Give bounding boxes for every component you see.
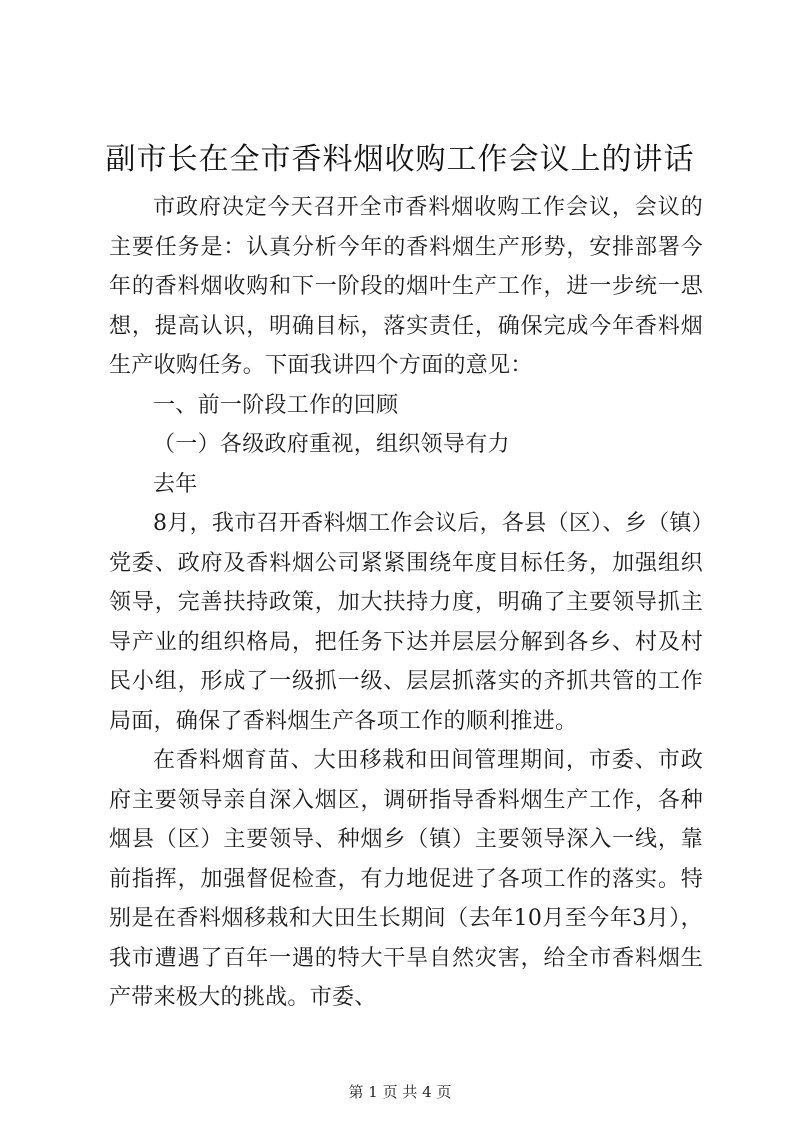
section-heading: 一、前一阶段工作的回顾 — [153, 392, 399, 418]
subsection-heading: （一）各级政府重视，组织领导有力 — [153, 432, 510, 457]
document-body — [109, 188, 703, 1018]
document-title: 副市长在全市香料烟收购工作会议上的讲话 — [105, 142, 695, 177]
body-paragraph: 在香料烟育苗、大田移栽和田间管理期间，市委、市政府主要领导亲自深入烟区，调研指导香料烟生产工作，各种烟县（区）主要领导、种烟乡（镇）主要领导深入一线，靠前指挥，加强督促检查，有力地促进了各项工作的落实。特别是在香料烟移栽和大田生长期间（去年10月至今年3月），我市遭遇了百年一遇的特大干旱自然灾害，给全市香料烟生产带来极大的挑战。市委、 — [109, 748, 703, 1010]
page-number-footer: 第 1 页 共 4 页 — [348, 1083, 452, 1101]
body-paragraph: 8月，我市召开香料烟工作会议后，各县（区）、乡（镇）党委、政府及香料烟公司紧紧围绕年度目标任务，加强组织领导，完善扶持政策，加大扶持力度，明确了主要领导抓主导产业的组织格局，把任务下达并层层分解到各乡、村及村民小组，形成了一级抓一级、层层抓落实的齐抓共管的工作局面，确保了香料烟生产各项工作的顺利推进。 — [109, 511, 703, 734]
body-paragraph: 市政府决定今天召开全市香料烟收购工作会议，会议的主要任务是：认真分析今年的香料烟生产形势，安排部署今年的香料烟收购和下一阶段的烟叶生产工作，进一步统一思想，提高认识，明确目标，落实责任，确保完成今年香料烟生产收购任务。下面我讲四个方面的意见： — [109, 195, 703, 378]
body-paragraph: 去年 — [153, 471, 198, 497]
